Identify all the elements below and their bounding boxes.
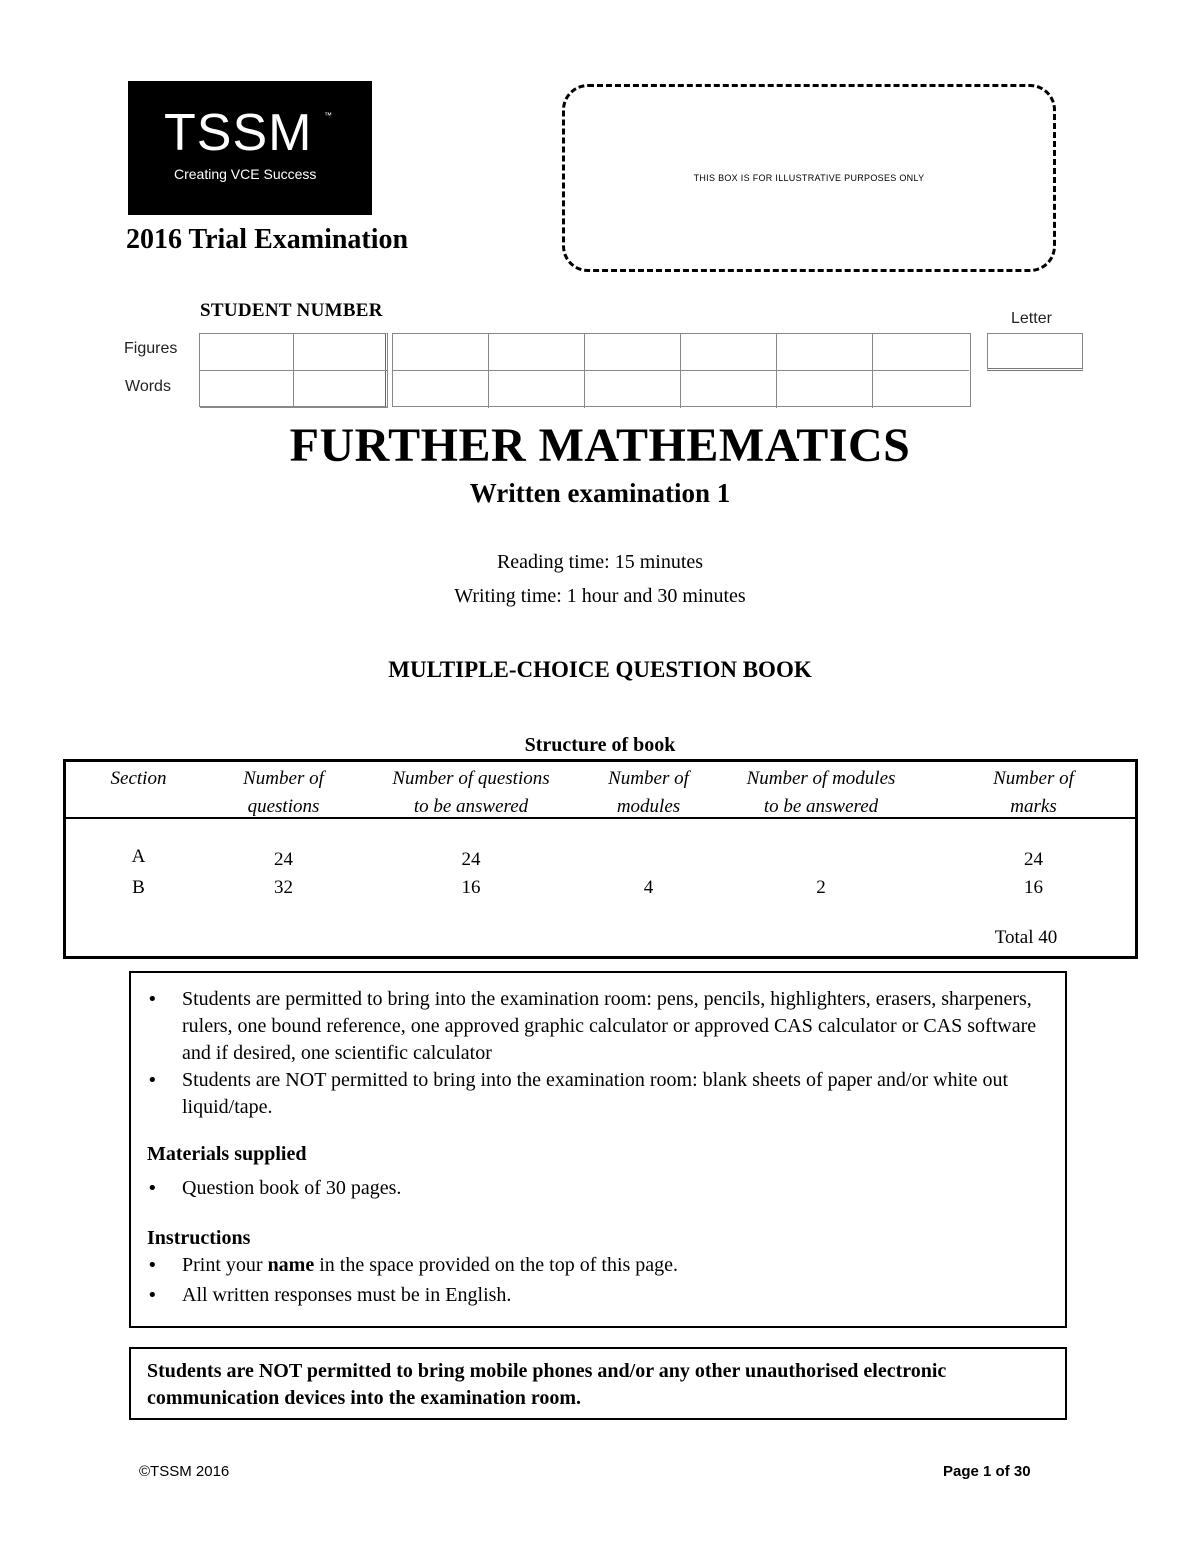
cell-a-questions: 24	[274, 849, 293, 870]
list-item: • All written responses must be in English.	[131, 1282, 1065, 1309]
instruction-text: Print your	[182, 1254, 268, 1276]
logo-text: TSSM	[164, 104, 313, 162]
header-line: Number of modules	[746, 768, 896, 789]
header-num-modules	[591, 765, 706, 821]
cell-a-marks: 24	[1024, 849, 1043, 870]
header-num-questions	[221, 765, 346, 821]
words-cell[interactable]	[294, 371, 388, 408]
figures-label: Figures	[124, 340, 178, 357]
materials-heading: Materials supplied	[147, 1143, 307, 1165]
instruction-text: in the space provided on the top of this page.	[314, 1254, 679, 1276]
header-modules-answered	[721, 765, 921, 821]
illustrative-box	[562, 84, 1056, 272]
list-item	[131, 1252, 1065, 1279]
student-number-grid-prefix	[199, 333, 388, 407]
book-type: MULTIPLE-CHOICE QUESTION BOOK	[388, 657, 812, 682]
figures-cell[interactable]	[294, 334, 388, 371]
words-cell[interactable]	[393, 371, 489, 408]
words-cell[interactable]	[777, 371, 873, 408]
figures-cell[interactable]	[489, 334, 585, 371]
header-num-marks	[971, 765, 1096, 821]
header-line: questions	[247, 796, 320, 817]
figures-cell[interactable]	[200, 334, 294, 371]
figures-cell[interactable]	[777, 334, 873, 371]
header-divider	[66, 817, 1135, 819]
instructions-box	[129, 971, 1067, 1328]
total-marks: Total 40	[994, 927, 1058, 948]
header-line: Number of	[243, 768, 324, 789]
words-label: Words	[125, 378, 171, 395]
figures-cell[interactable]	[681, 334, 777, 371]
subject-title: FURTHER MATHEMATICS	[289, 419, 911, 472]
instruction-emphasis: name	[267, 1254, 315, 1276]
logo-trademark: ™	[324, 111, 332, 120]
words-cell[interactable]	[585, 371, 681, 408]
header-line: Number of	[993, 768, 1074, 789]
exam-year: 2016 Trial Examination	[126, 224, 409, 255]
header-line: to be answered	[413, 796, 529, 817]
materials-list	[131, 1175, 1065, 1202]
student-number-title: STUDENT NUMBER	[200, 300, 383, 321]
instructions-list	[131, 1252, 1065, 1309]
logo-tagline: Creating VCE Success	[174, 166, 317, 182]
figures-cell[interactable]	[393, 334, 489, 371]
header-line: marks	[1010, 796, 1057, 817]
list-item: • Question book of 30 pages.	[131, 1175, 1065, 1202]
figures-cell[interactable]	[873, 334, 969, 371]
header-line: Section	[110, 768, 167, 789]
letter-box[interactable]	[987, 333, 1083, 371]
header-line: Number of	[608, 768, 689, 789]
figures-cell[interactable]	[585, 334, 681, 371]
footer-copyright: ©TSSM 2016	[139, 1463, 230, 1480]
reading-time: Reading time: 15 minutes	[496, 551, 704, 573]
header-line: Number of questions	[392, 768, 550, 789]
writing-time: Writing time: 1 hour and 30 minutes	[454, 585, 746, 607]
cell-b-modules: 4	[643, 877, 654, 898]
list-item: • Students are NOT permitted to bring into the examination room: blank sheets of paper and/or white out liquid/tape.	[131, 1067, 1065, 1121]
words-cell[interactable]	[681, 371, 777, 408]
cell-b-answered: 16	[461, 877, 481, 898]
illustrative-box-text: THIS BOX IS FOR ILLUSTRATIVE PURPOSES ONLY	[693, 173, 925, 183]
header-section	[86, 765, 191, 793]
mobile-phone-warning: Students are NOT permitted to bring mobile phones and/or any other unauthorised electronic communication devices into the examination room.	[129, 1347, 1067, 1420]
cell-b-marks: 16	[1024, 877, 1043, 898]
cell-section-a: A	[131, 846, 146, 867]
list-item: • Students are permitted to bring into the examination room: pens, pencils, highlighters, erasers, sharpeners, rulers, one bound reference, one approved graphic calculator or approved CAS calculator or CAS software and if desired, one scientific calculator	[131, 986, 1065, 1067]
instructions-heading: Instructions	[147, 1227, 251, 1249]
header-line: modules	[616, 796, 681, 817]
cell-a-answered: 24	[461, 849, 481, 870]
structure-table	[63, 759, 1138, 959]
words-cell[interactable]	[489, 371, 585, 408]
letter-label: Letter	[1011, 310, 1052, 327]
cell-section-b: B	[132, 877, 145, 898]
student-number-grid-main	[392, 333, 971, 407]
exam-subtitle: Written examination 1	[469, 478, 731, 508]
header-line: to be answered	[763, 796, 879, 817]
cell-b-questions: 32	[274, 877, 293, 898]
footer-page-number: Page 1 of 30	[943, 1463, 1031, 1480]
header-questions-answered	[366, 765, 576, 821]
tssm-logo	[128, 81, 372, 215]
cell-b-modules-answered: 2	[816, 877, 826, 898]
words-cell[interactable]	[873, 371, 969, 408]
structure-caption: Structure of book	[524, 734, 676, 756]
words-cell[interactable]	[200, 371, 294, 408]
permitted-list	[131, 986, 1065, 1121]
